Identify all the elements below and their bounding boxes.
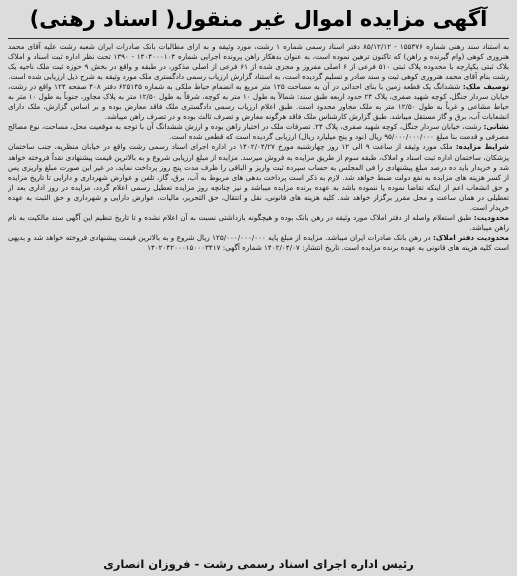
- paragraph-conditions: [8, 142, 509, 212]
- signature-line: رئیس اداره اجرای اسناد رسمی رشت - فروزان انصاری: [103, 557, 414, 571]
- notice-title: آگهی مزایده اموال غیر منقول( اسناد رهنی): [29, 7, 488, 31]
- conditions-text: ملک مورد وثیقه از ساعت ۹ الی ۱۲ روز چهارشنبه مورخ ۱۴۰۲/۰۴/۲۷ در اداره اجرای اسناد رسمی رشت واقع در خیابان منظریه، جنب ساختمان پزشکان، ساختمان اداره ثبت اسناد و املاک، طبقه سوم از طریق مزایده به فروش میرسد. مزایده از مبلغ ارزیابی شروع و به بالاترین قیمت پیشنهادی نقداً فروخته خواهد شد و خریدار باید ده درصد مبلغ پیشنهادی را فی المجلس به حساب سپرده ثبت واریز و الباقی را ظرف مدت پنج روز پرداخت نماید، در غیر این صورت مبلغ واریزی پس از کسر هزینه های مزایده به نفع دولت ضبط خواهد شد. لازم به ذکر است پرداخت بدهی های مربوط به آب، برق، گاز، تلفن و عوارض شهرداری و دارایی تا تاریخ مزایده و حق انشعاب اعم از اینکه تقاضا نموده یا ننموده باشد به عهده برنده مزایده میباشد و نیز چنانچه روز مزایده تعطیل رسمی اعلام گردد، مزایده در روز اداری بعد از تعطیلی در همان ساعت و محل مقرر برگزار خواهد شد. کلیه هزینه های قانونی، نقل و انتقال، حق التحریر، مالیات، عوارض دارایی و شهرداری و حق الثبت به عهده خریدار است.: [8, 142, 509, 212]
- conditions-label: شرایط مزایده:: [455, 142, 509, 152]
- description-text: ششدانگ یک قطعه زمین با بنای احداثی در آن به مساحت ۱۲۵ متر مربع به انضمام حیاط ملکی به شماره ۶۲۵۱۴۵ دفتر ۴۰۸ صفحه ۱۲۴ واقع در رشت، خیابان سردار جنگل، کوچه شهید صفری، پلاک ۲۴ حدود اربعه طبق سند: شمالاً به طول ۱۰ متر به کوچه، شرقاً به طول ۱۲/۵۰ متر به پلاک مجاور، جنوباً به طول ۱۰ متر به حیاط مشاعی و غرباً به طول ۱۲/۵۰ متر به ملک مجاور محدود است. طبق اعلام ارزیاب رسمی دادگستری ملک فاقد معارض بوده و بر اساس گزارش، ملک دارای انشعابات آب، برق و گاز مستقل میباشد. طبق گزارش کارشناس ملک فاقد هرگونه معارض و تصرف ثالث بوده و در تصرف راهن میباشد.: [8, 82, 509, 122]
- registry-text: در رهن بانک صادرات ایران میباشد. مزایده از مبلغ پایه ۱۲۵/۰۰۰/۰۰۰/۰۰۰ ریال شروع و به بالاترین قیمت پیشنهادی فروخته خواهد شد و بدیهی است کلیه هزینه های قانونی به عهده برنده مزایده است. تاریخ انتشار: ۱۴۰۲/۰۴/۰۷ شماره آگهی: ۱۴۰۲۰۴۲۰۰۰۱۵۰۰۰۳۴۱۷: [8, 232, 509, 252]
- notice-body: [8, 42, 509, 554]
- description-label: توصیف ملک:: [462, 82, 509, 92]
- paragraph-registry: [8, 233, 509, 253]
- paragraph-restriction: [8, 213, 509, 233]
- paragraph-address: [8, 122, 509, 142]
- footer: [10, 555, 507, 573]
- paragraph-intro: به استناد سند رهنی شماره ۱۵۵۳۷۶ - ۸۵/۱۲/۱۲ دفتر اسناد رسمی شماره ۱ رشت، مورد وثیقه و به ازای مطالبات بانک صادرات ایران شعبه رشت علیه آقای محمد هنروری کوهی (وام گیرنده و راهن) که تاکنون ترهین نموده است، به عنوان بدهکار راهن پرونده اجرایی شماره ۱۴۰۴۰۰۰۱۰۴ - ۱۳۹۰ تحت نظر اداره ثبت اسناد و املاک بلاک ثبتی یکپارچه با محدوده پلاک ثبتی ۵۱۰ فرعی از ۶ اصلی مفروز و مجزی شده از ۶۱ فرعی از اصلی مذکور، در طبقه و واقع در بخش ۹ حوزه ثبت ملک ناحیه یک رشت بنام آقای محمد هنروری کوهی ثبت و سند صادر و تسلیم گردیده است، به استناد گزارش ارزیاب رسمی دادگستری ملک مورد وثیقه به شرح ذیل ارزیابی شده است.: [8, 42, 509, 82]
- registry-label: محدودیت دفتر املاک:: [433, 232, 509, 242]
- restriction-label: محدودیت:: [473, 212, 509, 222]
- address-text: رشت، خیابان سردار جنگل، کوچه شهید صفری، پلاک ۲۴. تصرفات ملک در اختیار راهن بوده و ارزش ششدانگ آن با توجه به موقعیت محل، مساحت، نوع مصالح مصرفی و قدمت بنا مبلغ ۹۵/۰۰۰/۰۰۰/۰۰۰ ریال (نود و پنج میلیارد ریال) ارزیابی گردیده است که قطعی شده است.: [8, 122, 509, 142]
- paragraph-description: [8, 82, 509, 122]
- title-divider: [8, 38, 509, 39]
- title-bar: [10, 4, 507, 34]
- restriction-text: طبق استعلام واصله از دفتر املاک مورد وثیقه در رهن بانک بوده و هیچگونه بازداشتی نسبت به آن اعلام نشده و تا تاریخ تنظیم این آگهی سند مالکیت به نام راهن میباشد.: [8, 212, 509, 232]
- address-label: نشانی:: [483, 122, 509, 132]
